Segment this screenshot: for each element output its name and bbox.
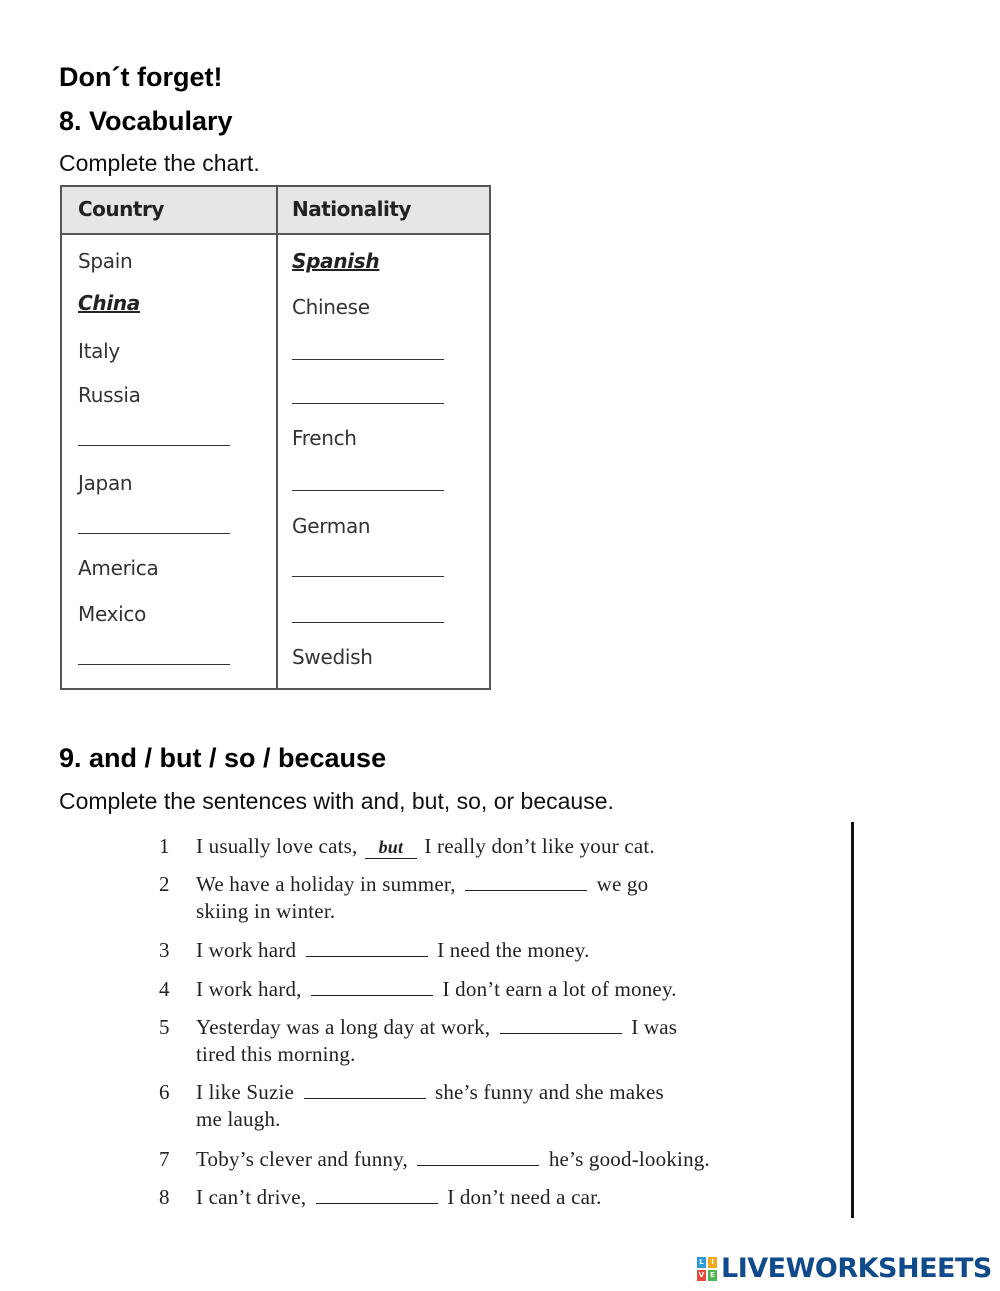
nationality-blank[interactable] — [292, 359, 444, 360]
country-cell: Russia — [78, 383, 141, 407]
conjunctions-instruction: Complete the sentences with and, but, so, or because. — [59, 788, 614, 814]
sentence-7: 7 Toby’s clever and funny, he’s good-looking. — [159, 1147, 710, 1171]
nationality-blank[interactable] — [292, 490, 444, 491]
country-blank[interactable] — [78, 533, 230, 534]
liveworksheets-logo — [697, 1253, 992, 1284]
country-nationality-chart — [60, 185, 491, 690]
column-header-country: Country — [78, 197, 164, 221]
answer-blank[interactable] — [316, 1189, 438, 1204]
sentence-8: 8 I can’t drive, I don’t need a car. — [159, 1185, 602, 1209]
nationality-cell: Swedish — [292, 645, 373, 669]
sentence-4: 4 I work hard, I don’t earn a lot of money. — [159, 977, 677, 1001]
country-example: China — [78, 291, 141, 315]
vocabulary-instruction: Complete the chart. — [59, 150, 260, 176]
country-cell: Spain — [78, 249, 133, 273]
column-header-nationality: Nationality — [292, 197, 411, 221]
country-blank[interactable] — [78, 445, 230, 446]
logo-wordmark: LIVEWORKSHEETS — [721, 1253, 992, 1284]
answer-blank[interactable] — [465, 876, 587, 891]
answer-blank[interactable] — [417, 1151, 539, 1166]
nationality-blank[interactable] — [292, 622, 444, 623]
country-cell: Italy — [78, 339, 120, 363]
answer-blank[interactable] — [304, 1084, 426, 1099]
sentence-2: 2 We have a holiday in summer, we go — [159, 872, 649, 896]
country-cell: Mexico — [78, 602, 147, 626]
nationality-cell: French — [292, 426, 357, 450]
sentence-6-continued: me laugh. — [196, 1107, 281, 1131]
vocabulary-heading: 8. Vocabulary — [59, 106, 233, 136]
sentence-1: 1 I usually love cats, but I really don’t like your cat. — [159, 834, 655, 858]
reminder-heading: Don´t forget! — [59, 62, 223, 92]
country-cell: America — [78, 556, 159, 580]
sentence-3: 3 I work hard I need the money. — [159, 938, 590, 962]
margin-bar — [851, 822, 854, 1218]
conjunctions-heading: 9. and / but / so / because — [59, 743, 387, 773]
liveworksheets-icon: L I V E — [697, 1256, 719, 1282]
chart-divider — [276, 187, 278, 688]
sentence-6: 6 I like Suzie she’s funny and she makes — [159, 1080, 664, 1104]
sentence-5: 5 Yesterday was a long day at work, I was — [159, 1015, 678, 1039]
sentence-5-continued: tired this morning. — [196, 1042, 356, 1066]
country-cell: Japan — [78, 471, 133, 495]
answer-blank[interactable] — [306, 942, 428, 957]
country-blank[interactable] — [78, 664, 230, 665]
sentences-exercise — [155, 822, 855, 1218]
nationality-blank[interactable] — [292, 403, 444, 404]
answer-blank[interactable] — [500, 1019, 622, 1034]
nationality-cell: German — [292, 514, 371, 538]
nationality-example: Spanish — [292, 249, 380, 273]
example-answer: but — [365, 837, 417, 859]
answer-blank[interactable] — [311, 981, 433, 996]
nationality-blank[interactable] — [292, 576, 444, 577]
sentence-2-continued: skiing in winter. — [196, 899, 336, 923]
nationality-cell: Chinese — [292, 295, 370, 319]
